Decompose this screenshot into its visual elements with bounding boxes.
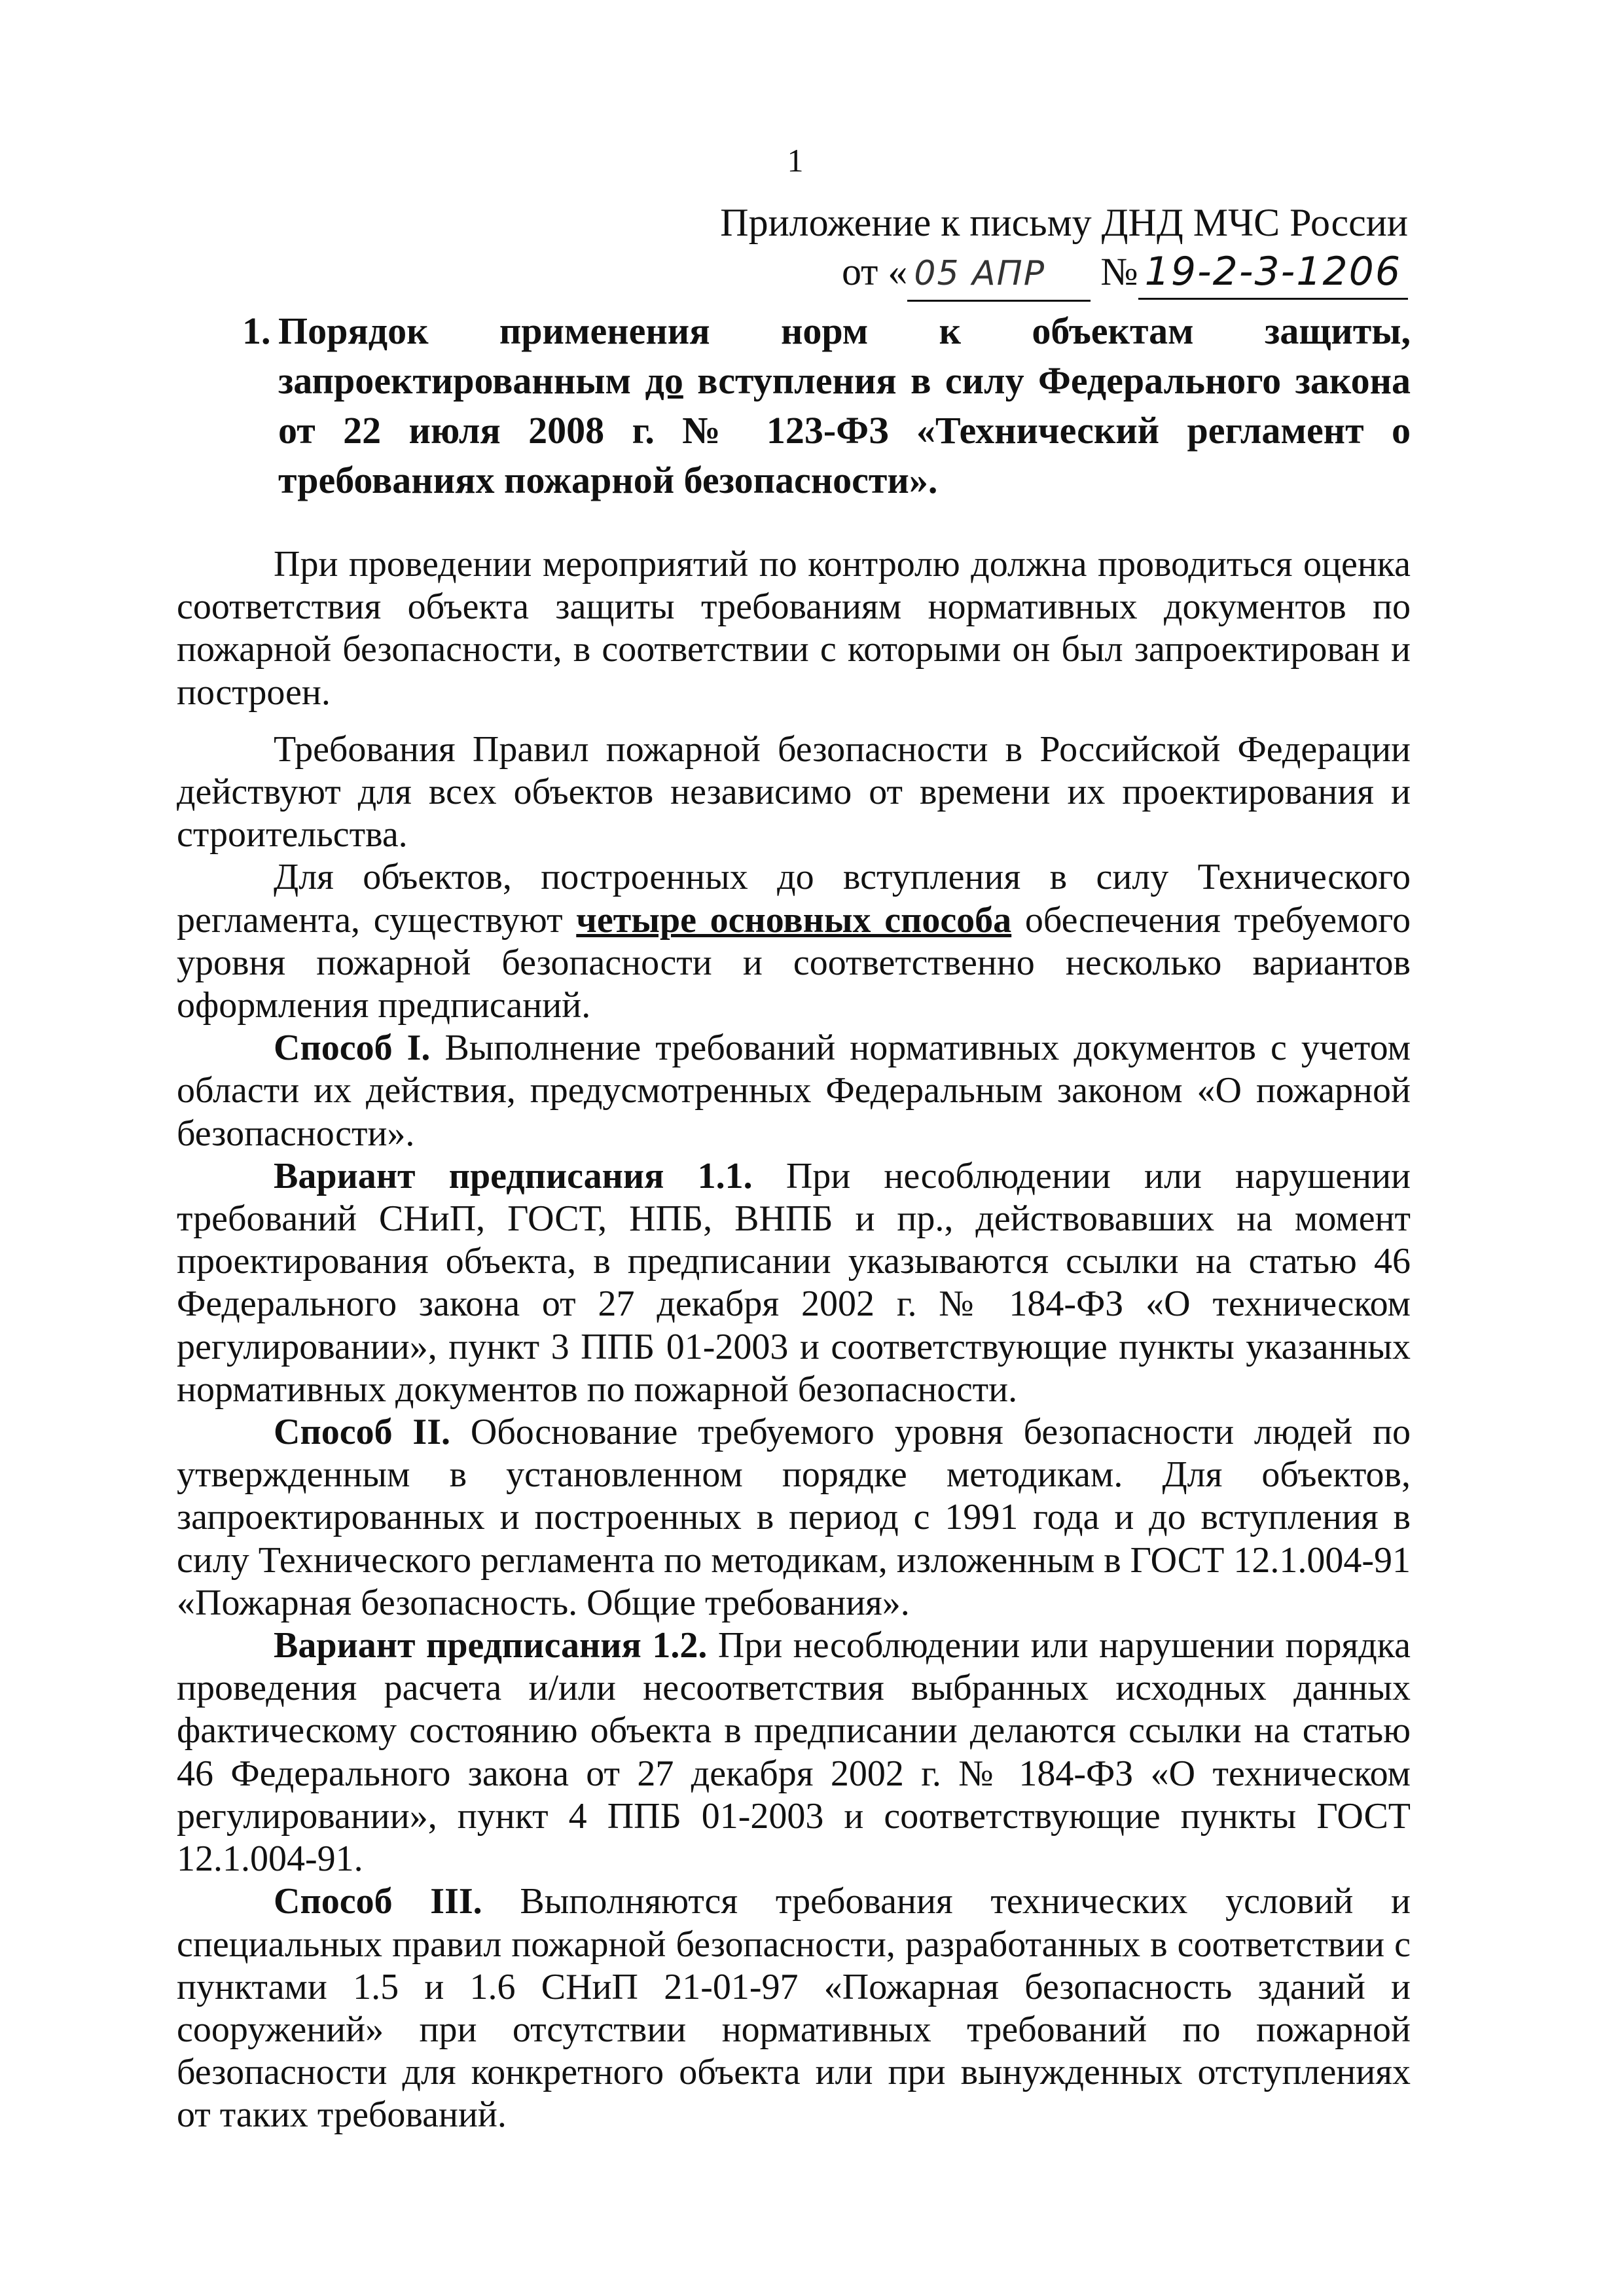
- method-3-text: Выполняются требования технических условий и специальных правил пожарной безопасности, разработанных в соответствии с пунктами 1.5 и 1.6 СНиП 21-01-97 «Пожарная безопасность зданий и сооружений» при отсутствии нормативных требований по пожарной безопасности для конкретного объекта или при вынужденных отступлениях от таких требований.: [177, 1881, 1411, 2136]
- paragraph-3-end: обеспечения требуемого уровня пожарной безопасности и соответственно несколько вариантов оформления предписаний.: [177, 899, 1411, 1026]
- method-3-label: Способ III.: [274, 1881, 482, 1922]
- annex-title: Приложение к письму ДНД МЧС России: [720, 201, 1408, 244]
- section-heading: [242, 306, 1411, 505]
- annex-number-prefix: №: [1100, 250, 1138, 293]
- handwritten-date: 05 АПР: [907, 247, 1091, 302]
- variant-1-1-text: При несоблюдении или нарушении требований СНиП, ГОСТ, НПБ, ВНПБ и пр., действовавших на момент проектирования объекта, в предписании указываются ссылки на статью 46 Федерального закона от 27 декабря 2002 г. № 184-ФЗ «О техническом регулировании», пункт 3 ППБ 01-2003 и соответствующие пункты указанных нормативных документов по пожарной безопасности.: [177, 1155, 1411, 1410]
- variant-1-2-label: Вариант предписания 1.2.: [274, 1625, 708, 1666]
- method-1: [177, 1027, 1411, 1155]
- annex-date-prefix: от «: [841, 250, 908, 293]
- variant-1-1-label: Вариант предписания 1.1.: [274, 1155, 753, 1196]
- variant-1-2: [177, 1624, 1411, 1880]
- paragraph-3-start: Для объектов, построенных до вступления в силу Технического регламента, существуют: [177, 857, 1411, 941]
- method-1-label: Способ I.: [274, 1028, 431, 1069]
- method-3: [177, 1880, 1411, 2136]
- heading-number: 1.: [242, 310, 271, 352]
- heading-text-part2: вступления в силу Федерального закона от 22 июля 2008 г. № 123-ФЗ «Технический регламент о требованиях пожарной безопасности».: [278, 359, 1411, 501]
- method-2-label: Способ II.: [274, 1412, 451, 1453]
- method-1-text: Выполнение требований нормативных документов с учетом области их действия, предусмотренных Федеральным законом «О пожарной безопасности».: [177, 1028, 1411, 1154]
- method-2-text: Обоснование требуемого уровня безопасности людей по утвержденным в установленном порядке методикам. Для объектов, запроектированных и построенных в период с 1991 года и до вступления в силу Технического регламента по методикам, изложенным в ГОСТ 12.1.004-91 «Пожарная безопасность. Общие требования».: [177, 1412, 1411, 1623]
- heading-text-part1: Порядок применения норм к объектам защиты, запроектированным: [278, 310, 1411, 402]
- page-number: 1: [787, 142, 804, 179]
- four-methods-emphasis: четыре основных способа: [576, 899, 1012, 941]
- paragraph-2: Требования Правил пожарной безопасности в Российской Федерации действуют для всех объектов независимо от времени их проектирования и строительства.: [177, 728, 1411, 855]
- heading-underlined-word: до: [645, 359, 683, 402]
- handwritten-number: 19-2-3-1206: [1138, 245, 1408, 300]
- paragraph-3: [177, 856, 1411, 1027]
- paragraph-1: При проведении мероприятий по контролю должна проводиться оценка соответствия объекта защиты требованиям нормативных документов по пожарной безопасности, в соответствии с которыми он был запроектирован и построен.: [177, 544, 1411, 713]
- variant-1-2-text: При несоблюдении или нарушении порядка проведения расчета и/или несоответствия выбранных исходных данных фактическому состоянию объекта в предписании делаются ссылки на статью 46 Федерального закона от 27 декабря 2002 г. № 184-ФЗ «О техническом регулировании», пункт 4 ППБ 01-2003 и соответствующие пункты ГОСТ 12.1.004-91.: [177, 1625, 1411, 1880]
- variant-1-1: [177, 1155, 1411, 1411]
- body-text: [177, 543, 1411, 2137]
- method-2: [177, 1411, 1411, 1624]
- annex-reference: [842, 245, 1408, 302]
